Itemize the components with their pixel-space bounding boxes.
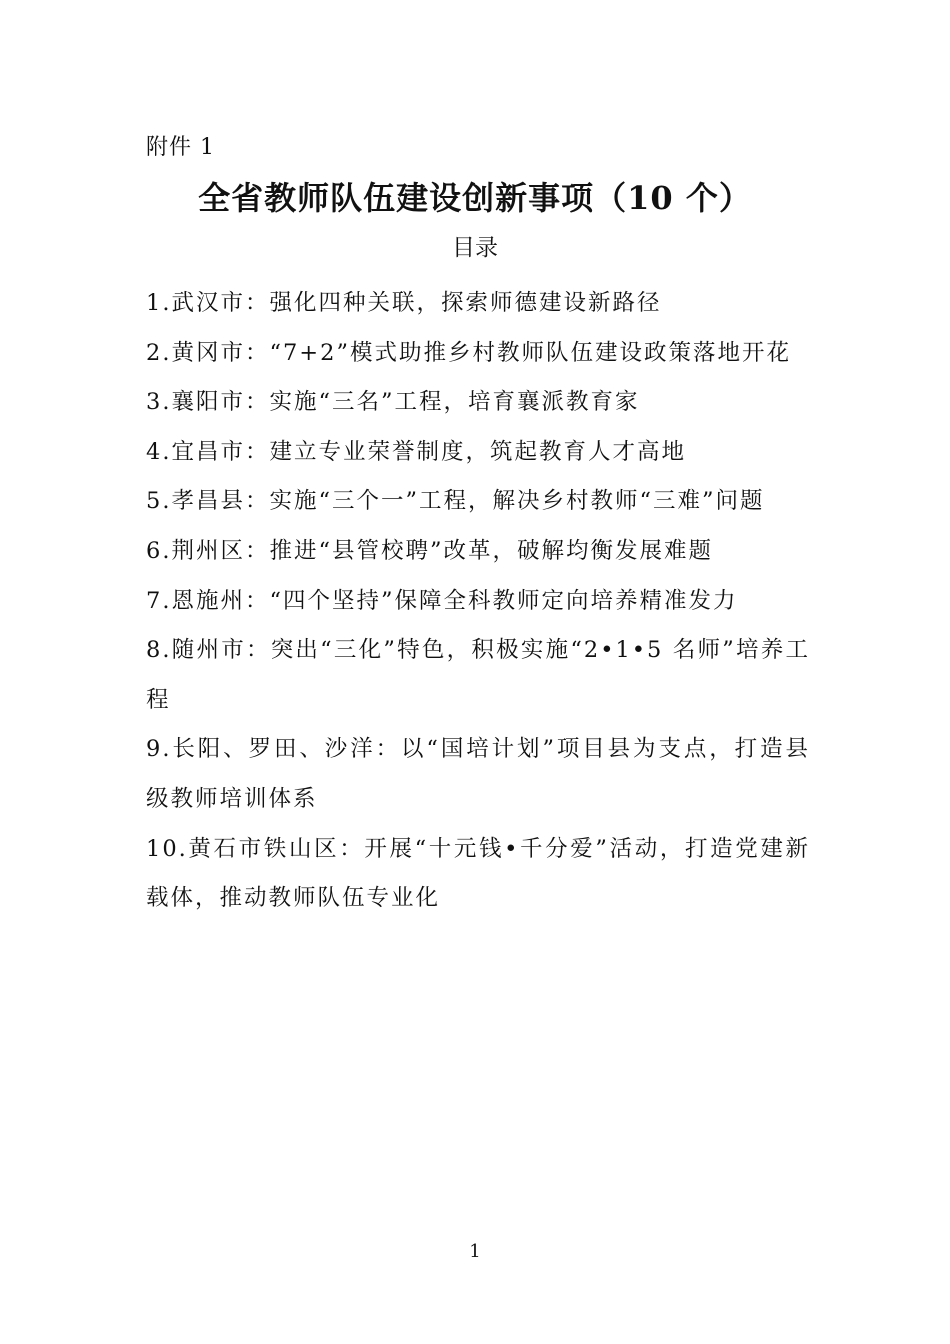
table-of-contents [146,279,810,924]
toc-item-3: 3.襄阳市：实施“三名”工程，培育襄派教育家 [146,389,640,416]
attachment-label: 附件 1 [146,135,215,160]
toc-item-8: 8.随州市：突出“三化”特色，积极实施“2•1•5 名师”培养工程 [146,637,810,713]
toc-heading: 目录 [452,235,498,261]
toc-item-5: 5.孝昌县：实施“三个一”工程，解决乡村教师“三难”问题 [146,488,765,515]
document-title: 全省教师队伍建设创新事项（10 个） [198,179,752,217]
toc-item-10: 10.黄石市铁山区：开展“十元钱•千分爱”活动，打造党建新载体，推动教师队伍专业化 [146,835,810,912]
page-number: 1 [469,1241,481,1262]
toc-item-1: 1.武汉市：强化四种关联，探索师德建设新路径 [146,290,662,316]
toc-item-2: 2.黄冈市：“7+2”模式助推乡村教师队伍建设政策落地开花 [146,339,791,366]
toc-item-7: 7.恩施州：“四个坚持”保障全科教师定向培养精准发力 [146,587,738,614]
toc-item-6: 6.荆州区：推进“县管校聘”改革，破解均衡发展难题 [146,537,713,564]
toc-item-9: 9.长阳、罗田、沙洋：以“国培计划”项目县为支点，打造县级教师培训体系 [146,736,810,812]
toc-item-4: 4.宜昌市：建立专业荣誉制度，筑起教育人才高地 [146,438,686,465]
